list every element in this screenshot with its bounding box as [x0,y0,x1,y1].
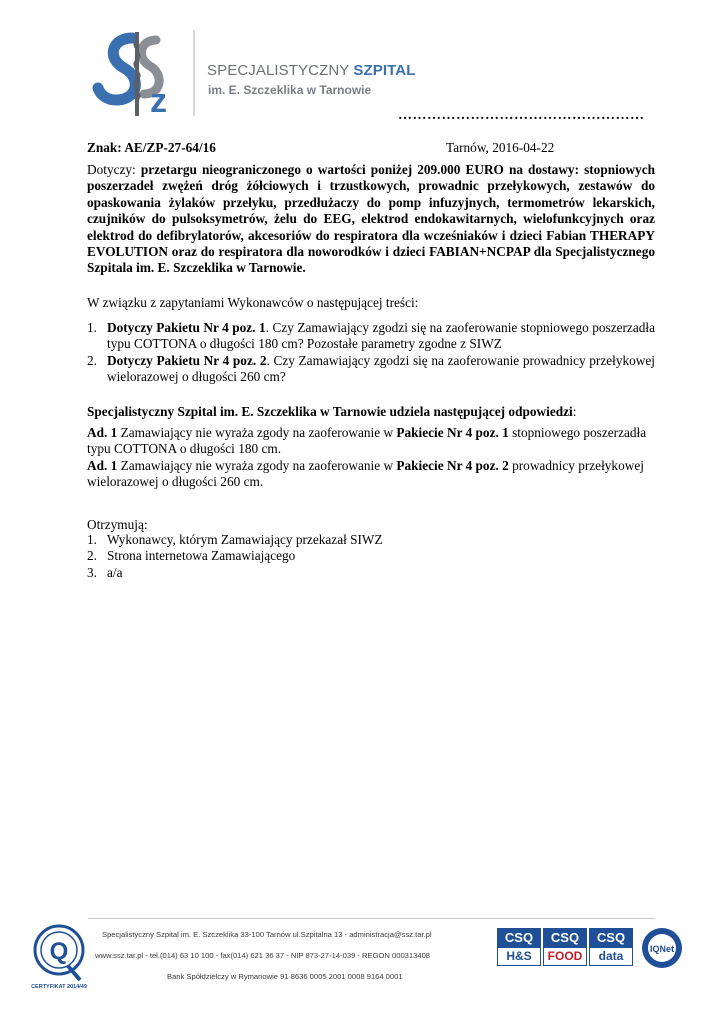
svg-text:IQNet: IQNet [649,944,675,954]
hospital-name: SPECJALISTYCZNY SZPITAL [207,62,416,79]
recipients-list [87,532,587,581]
document-date: Tarnów, 2016-04-22 [446,140,555,155]
svg-text:CERTYFIKAT 2014/49: CERTYFIKAT 2014/49 [31,984,87,990]
signature-dots: …………………………………………… [398,108,645,123]
subject-label: Dotyczy: [87,162,136,177]
svg-text:z: z [150,82,167,118]
list-item: 2. Strona internetowa Zamawiającego [87,548,296,564]
intro-text: W związku z zapytaniami Wykonawców o następującej treści: [87,295,419,310]
hospital-subtitle: im. E. Szczeklika w Tarnowie [208,83,372,97]
header-divider [193,30,195,116]
iqnet-certified-icon [640,926,684,970]
recipients-label: Otrzymują: [87,517,148,532]
answer-item: Ad. 1 Zamawiający nie wyraża zgody na zaoferowanie w Pakiecie Nr 4 poz. 1 stopniowego poszerzadła typu COTTONA o długości 180 cm. [87,425,647,457]
csq-hs-badge: CSQ H&S [497,928,541,966]
question-list [87,320,655,386]
answer-list [87,425,655,491]
list-item: 1. Dotyczy Pakietu Nr 4 poz. 1. Czy Zamawiający zgodzi się na zaoferowanie stopniowego poszerzadła typu COTTONA o długości 180 cm? Pozostałe parametry zgodne z SIWZ [87,320,655,352]
csq-food-badge: CSQ FOOD [543,928,587,966]
quality-certificate-icon [28,922,90,990]
list-item: 1. Wykonawcy, którym Zamawiający przekazał SIWZ [87,532,383,547]
answer-heading: Specjalistyczny Szpital im. E. Szczeklika w Tarnowie udziela następującej odpowiedzi: [87,404,577,419]
csq-data-badge: CSQ data [589,928,633,966]
hospital-logo-icon [92,28,184,118]
document-reference: Znak: AE/ZP-27-64/16 [87,140,216,155]
footer-bank: Bank Spółdzielczy w Rymanowie 91 8636 0005 2001 0008 9164 0001 [167,972,403,981]
footer-address: Specjalistyczny Szpital im. E. Szczeklika 33-100 Tarnów ul.Szpitalna 13 - administracja@ssz.tar.pl [102,930,432,939]
answer-item: Ad. 1 Zamawiający nie wyraża zgody na zaoferowanie w Pakiecie Nr 4 poz. 2 prowadnicy przełykowej wielorazowej o długości 260 cm. [87,457,644,490]
subject-paragraph [87,162,655,277]
footer-contacts: www.ssz.tar.pl - tel.(014) 63 10 100 - fax(014) 621 36 37 - NIP 873-27-14-039 - REGON 000313408 [95,951,431,960]
subject-text: przetargu nieograniczonego o wartości poniżej 209.000 EURO na dostawy: stopniowych poszerzadeł zwężeń dróg żółciowych i trzustkowych, prowadnic przełykowych, zestawów do opaskowania żylaków przełyku, przedłużaczy do pomp infuzyjnych, termometrów lekarskich, czujników do pulsoksymetrów, żelu do EEG, elektrod endokawitarnych, wielofunkcyjnych oraz elektrod do defibrylatorów, akcesoriów do respiratora dla wcześniaków i dzieci Fabian THERAPY EVOLUTION oraz do respiratora dla noworodków i dzieci FABIAN+NCPAP dla Specjalistycznego Szpitala im. E. Szczeklika w Tarnowie. [87,162,656,276]
list-item: 3. a/a [87,564,123,580]
footer-divider [88,918,655,919]
list-item: 2. Dotyczy Pakietu Nr 4 poz. 2. Czy Zamawiający zgodzi się na zaoferowanie prowadnicy przełykowej wielorazowej o długości 260 cm? [87,352,655,385]
svg-text:Q: Q [49,938,69,965]
